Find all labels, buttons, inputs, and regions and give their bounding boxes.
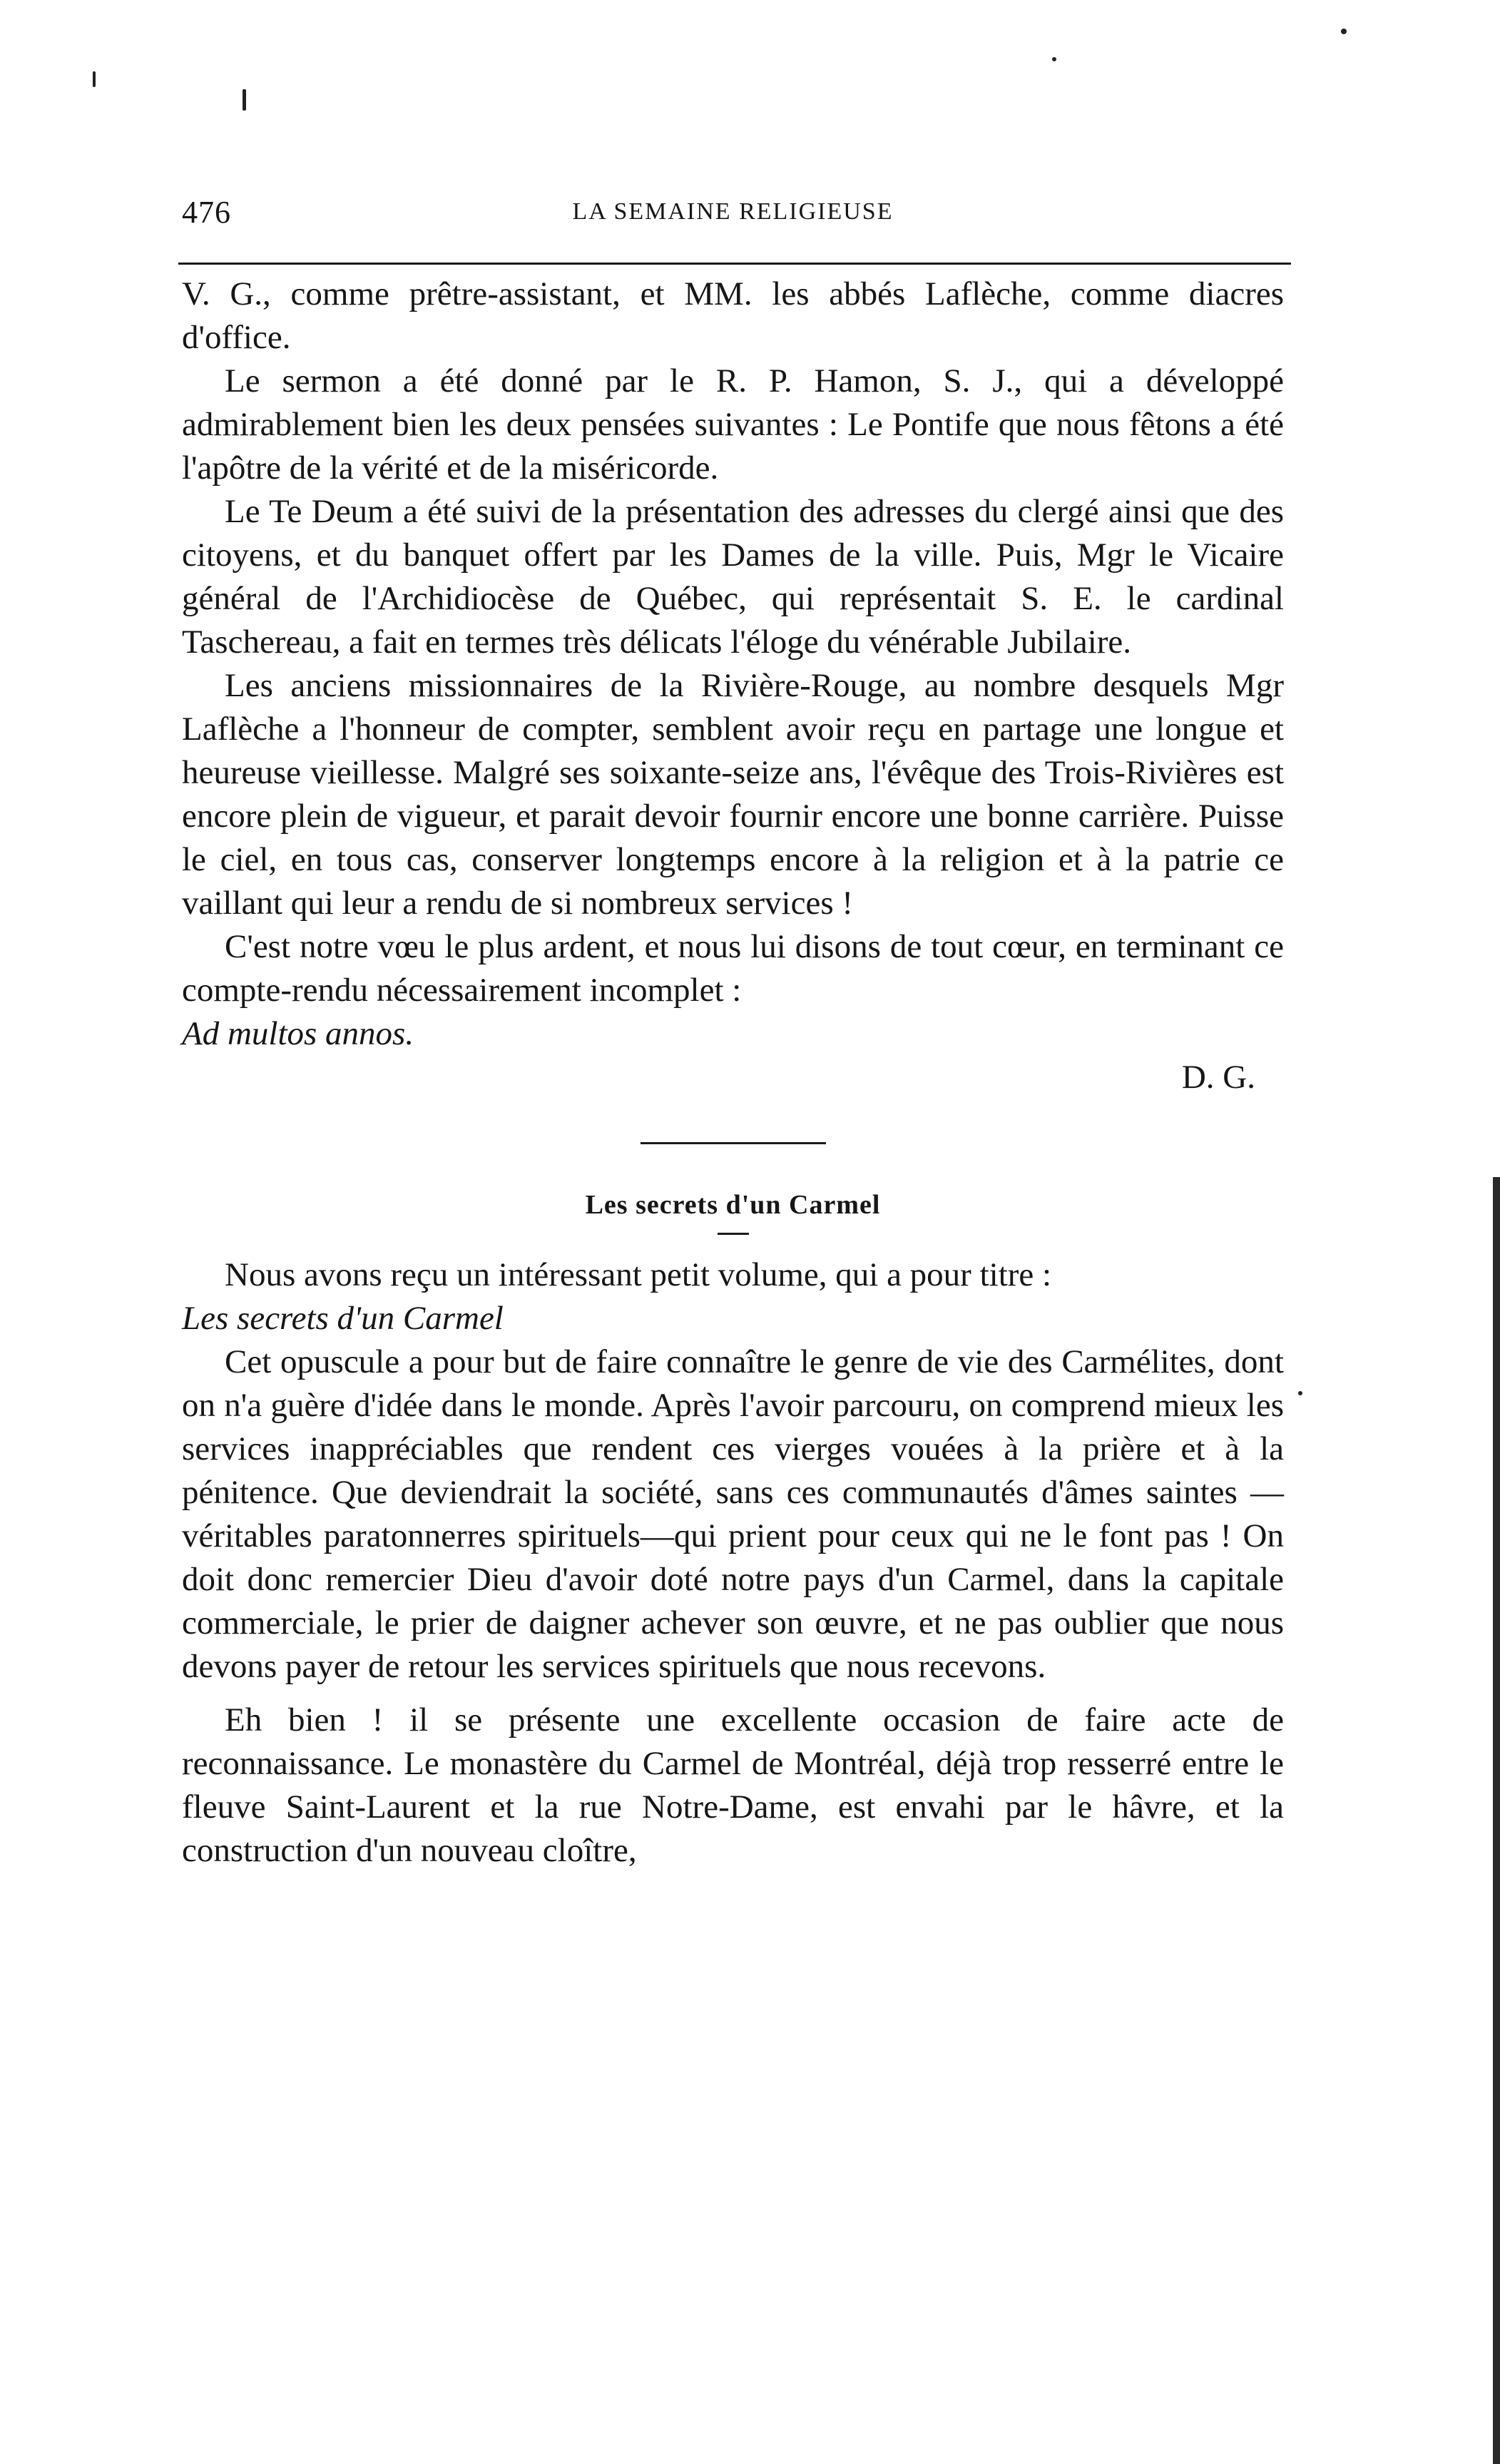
paragraph-gap: [182, 1689, 1284, 1699]
running-title: LA SEMAINE RELIGIEUSE: [572, 198, 894, 225]
title-dash: [718, 1233, 749, 1235]
article-body: [182, 273, 1284, 1873]
header-rule: [178, 263, 1291, 265]
scan-speck: [1298, 1391, 1302, 1395]
section-title: Les secrets d'un Carmel: [585, 1190, 881, 1220]
scan-speck: [1341, 29, 1347, 34]
page-edge-shadow: [1493, 1177, 1500, 2464]
page-number: 476: [182, 195, 231, 230]
page-header: [182, 194, 1284, 244]
section-intro: Nous avons reçu un intéressant petit volume, qui a pour titre :: [225, 1256, 1052, 1293]
scan-speck: [1052, 57, 1056, 61]
paragraph: C'est notre vœu le plus ardent, et nous lui disons de tout cœur, en terminant ce compte-rendu nécessairement incomplet :: [182, 928, 1284, 1009]
paragraph: [182, 490, 1284, 664]
section-paragraph: Cet opuscule a pour but de faire connaître le genre de vie des Carmélites, dont on n'a guère d'idée dans le monde. Après l'avoir parcouru, on comprend mieux les services inappréciables que rendent ces vierges vouées à la prière et à la pénitence. Que deviendrait la société, sans ces communautés d'âmes saintes —véritables paratonnerres spirituels—qui prient pour ceux qui ne le font pas ! On doit donc remercier Dieu d'avoir doté notre pays d'un Carmel, dans la capitale commerciale, le prier de daigner achever son œuvre, et ne pas oublier que nous devons payer de retour les services spirituels que nous recevons.: [182, 1343, 1284, 1685]
scan-speck: [243, 89, 246, 111]
section-divider: [641, 1142, 826, 1144]
closing-latin: Ad multos annos.: [182, 1015, 414, 1052]
book-title: Les secrets d'un Carmel: [182, 1300, 504, 1337]
paragraph: Les anciens missionnaires de la Rivière-Rouge, au nombre desquels Mgr Laflèche a l'honneur de compter, semblent avoir reçu en partage une longue et heureuse vieillesse. Malgré ses soixante-seize ans, l'évêque des Trois-Rivières est encore plein de vigueur, et parait devoir fournir encore une bonne carrière. Puisse le ciel, en tous cas, conserver longtemps encore à la religion et à la patrie ce vaillant qui leur a rendu de si nombreux services !: [182, 667, 1284, 922]
paragraph: V. G., comme prêtre-assistant, et MM. les abbés Laflèche, comme diacres d'office.: [182, 275, 1284, 356]
paragraph-text: Le Te Deum a été suivi de la présentation des adresses du clergé ainsi que des citoyens, et du banquet offert par les Dames de la ville. Puis, Mgr le Vicaire général de l'Archidiocèse de Québec, qui représentait S. E. le cardinal Taschereau, a fait en termes très délicats l'éloge du vénérable Jubilaire.: [182, 493, 1284, 661]
signature: D. G.: [1181, 1059, 1255, 1096]
paragraph: Le sermon a été donné par le R. P. Hamon, S. J., qui a développé admirablement bien les deux pensées suivantes : Le Pontife que nous fêtons a été l'apôtre de la vérité et de la miséricorde.: [182, 362, 1284, 487]
section-paragraph: Eh bien ! il se présente une excellente occasion de faire acte de reconnaissance. Le monastère du Carmel de Montréal, déjà trop resserré entre le fleuve Saint-Laurent et la rue Notre-Dame, est envahi par le hâvre, et la construction d'un nouveau cloître,: [182, 1701, 1284, 1869]
scan-speck: [93, 71, 96, 87]
